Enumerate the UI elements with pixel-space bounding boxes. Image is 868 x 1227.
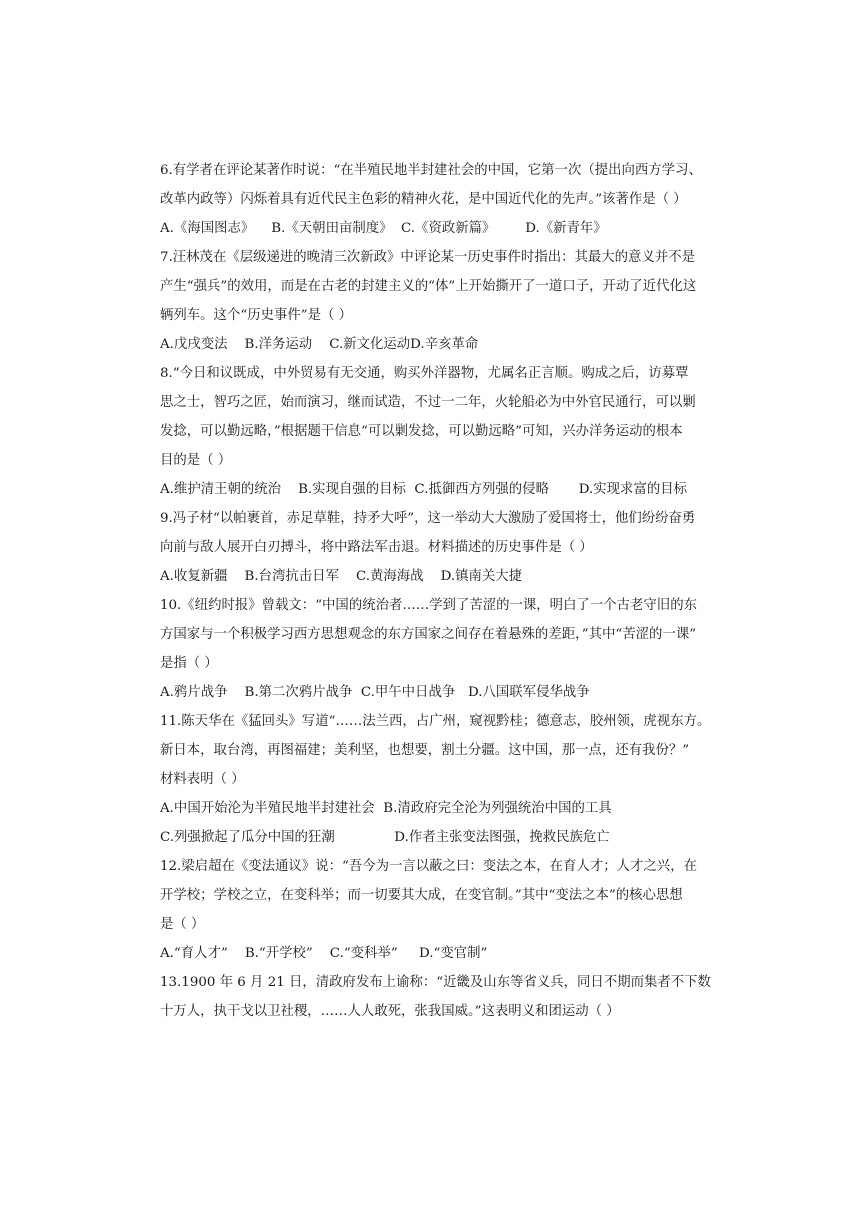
question-6-line-1: 6.有学者在评论某著作时说：“在半殖民地半封建社会的中国，它第一次（提出向西方学习、 — [160, 163, 702, 178]
question-11-line-1: 11.陈天华在《猛回头》写道“……法兰西，占广州，窥视黔桂；德意志，胶州领，虎视东方。 — [160, 714, 711, 729]
question-8-line-2: 思之士，智巧之匠，始而演习，继而试造，不过一二年，火轮船必为中外官民通行，可以剿 — [160, 395, 696, 410]
question-11-line-2: 新日本，取台湾，再图福建；美利坚，也想要，割土分疆。这中国，那一点，还有我份？” — [160, 743, 690, 758]
question-7 — [160, 243, 720, 359]
question-12-options: A.“育人才” B.“开学校” C.“变科举” D.“变官制” — [160, 946, 488, 961]
question-9-line-1: 9.冯子材“以帕裹首，赤足草鞋，持矛大呼”，这一举动大大激励了爱国将士，他们纷纷奋勇 — [160, 511, 696, 526]
question-12-line-3: 是（ ） — [160, 917, 205, 932]
question-10-line-3: 是指（ ） — [160, 656, 218, 671]
question-10-options: A.鸦片战争 B.第二次鸦片战争 C.甲午中日战争 D.八国联军侵华战争 — [160, 685, 590, 700]
question-11-options-ab: A.中国开始沦为半殖民地半封建社会 B.清政府完全沦为列强统治中国的工具 — [160, 801, 612, 816]
question-13-line-2: 十万人，执干戈以卫社稷，……人人敢死，张我国威。”这表明义和团运动（ ） — [160, 1004, 620, 1019]
question-12 — [160, 852, 720, 968]
question-11 — [160, 707, 720, 852]
question-9-options: A.收复新疆 B.台湾抗击日军 C.黄海海战 D.镇南关大捷 — [160, 569, 523, 584]
question-list — [160, 156, 720, 1026]
question-13-line-1: 13.1900 年 6 月 21 日，清政府发布上谕称：“近畿及山东等省义兵，同日不期而集者不下数 — [160, 975, 711, 990]
question-6-line-2: 改革内政等）闪烁着具有近代民主色彩的精神火花，是中国近代化的先声。”该著作是（ ） — [160, 192, 687, 207]
question-9 — [160, 504, 720, 591]
question-8-line-4: 目的是（ ） — [160, 453, 232, 468]
question-13 — [160, 968, 720, 1026]
question-8-line-1: 8.“今日和议既成，中外贸易有无交通，购买外洋器物，尤属名正言顺。购成之后，访募覃 — [160, 366, 689, 381]
question-12-line-2: 开学校；学校之立，在变科举；而一切要其大成，在变官制。”其中“变法之本”的核心思想 — [160, 888, 683, 903]
question-10-line-2: 方国家与一个积极学习西方思想观念的东方国家之间存在着悬殊的差距，”其中“苦涩的一课” — [160, 627, 697, 642]
question-7-line-2: 产生“强兵”的效用，而是在古老的封建主义的“体”上开始撕开了一道口子，开动了近代化这 — [160, 279, 697, 294]
question-7-line-3: 辆列车。这个“历史事件”是（ ） — [160, 308, 353, 323]
question-10 — [160, 591, 720, 707]
question-12-line-1: 12.梁启超在《变法通议》说：“吾今为一言以蔽之曰：变法之本，在育人才；人才之兴，在 — [160, 859, 697, 874]
question-11-line-3: 材料表明（ ） — [160, 772, 245, 787]
question-8-line-3: 发捻，可以勤远略，”根据题干信息“可以剿发捻，可以勤远略”可知，兴办洋务运动的根本 — [160, 424, 683, 439]
question-10-line-1: 10.《纽约时报》曾载文：“中国的统治者……学到了苦涩的一课，明白了一个古老守旧的东 — [160, 598, 697, 613]
question-8 — [160, 359, 720, 504]
question-9-line-2: 向前与敌人展开白刃搏斗，将中路法军击退。材料描述的历史事件是（ ） — [160, 540, 593, 555]
question-7-line-1: 7.汪林茂在《层级递进的晚清三次新政》中评论某一历史事件时指出：其最大的意义并不是 — [160, 250, 696, 265]
question-6 — [160, 156, 720, 243]
question-7-options: A.戊戌变法 B.洋务运动 C.新文化运动D.辛亥革命 — [160, 337, 479, 352]
question-8-options: A.维护清王朝的统治 B.实现自强的目标 C.抵御西方列强的侵略 D.实现求富的目标 — [160, 482, 688, 497]
question-11-options-cd: C.列强掀起了瓜分中国的狂潮 D.作者主张变法图强，挽救民族危亡 — [160, 830, 610, 845]
question-6-options: A.《海国图志》 B.《天朝田亩制度》 C.《资政新篇》 D.《新青年》 — [160, 221, 607, 236]
